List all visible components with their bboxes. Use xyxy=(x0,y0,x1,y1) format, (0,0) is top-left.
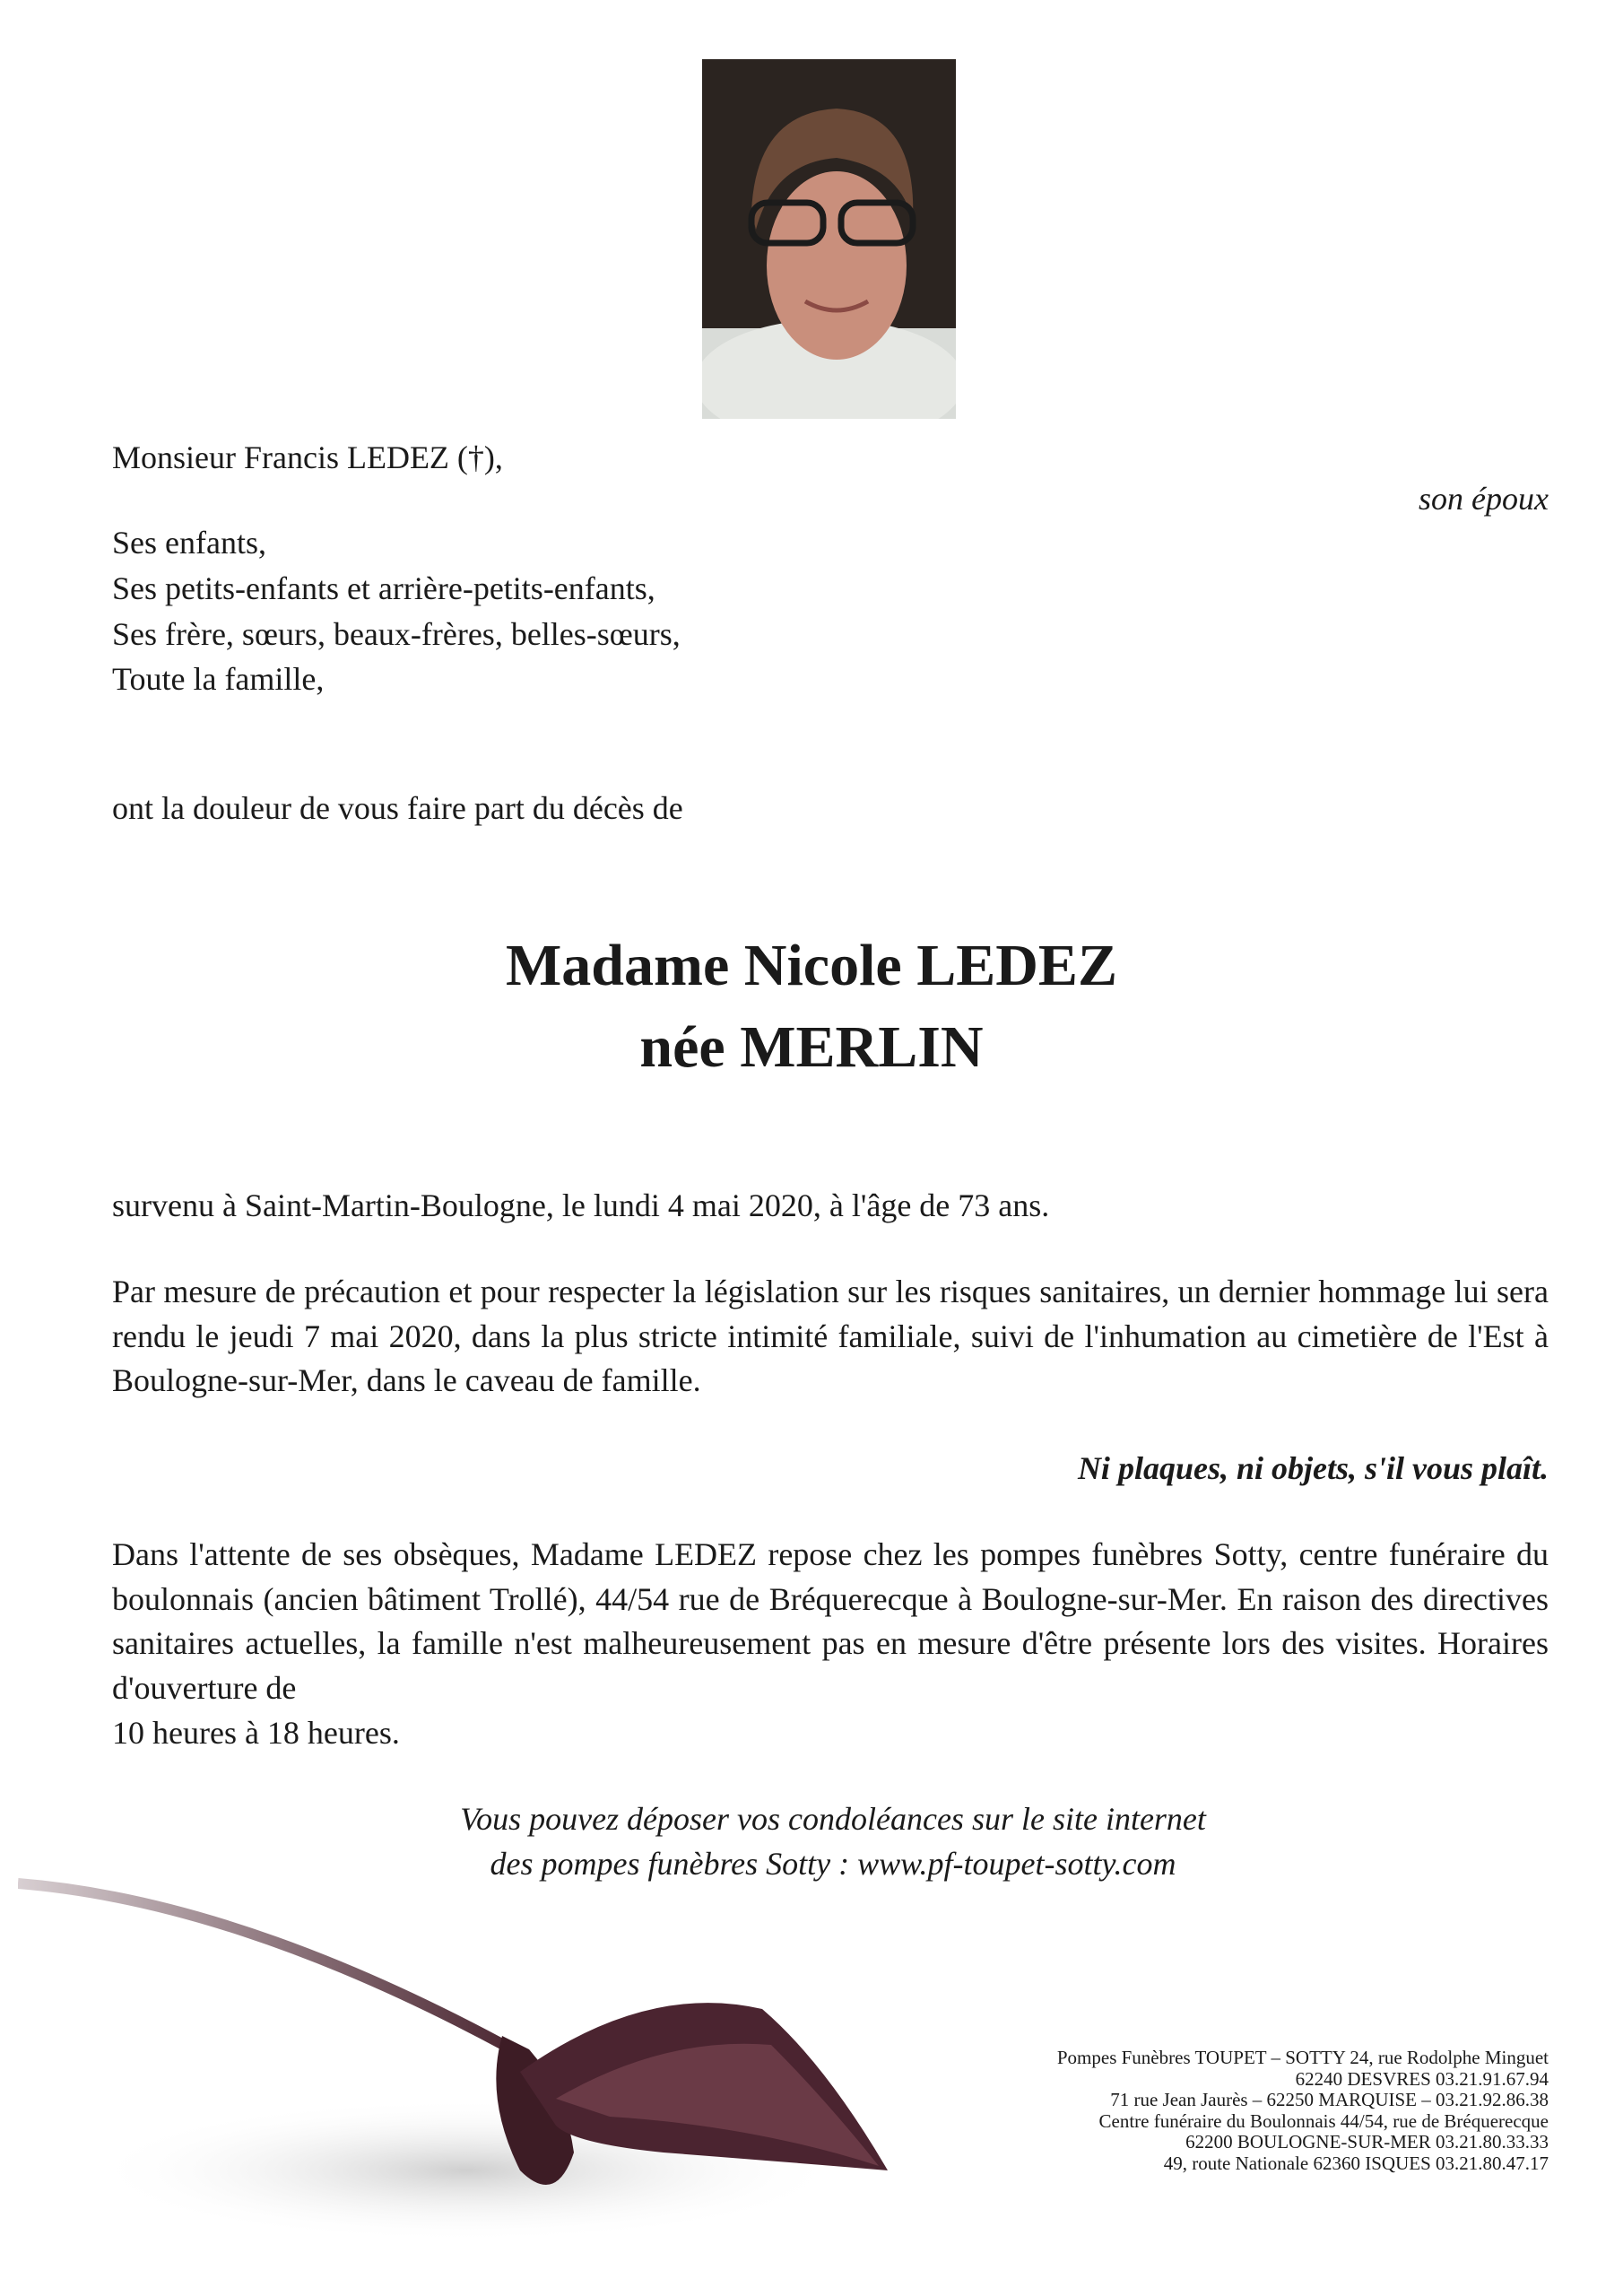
visit-hours: 10 heures à 18 heures. xyxy=(112,1715,400,1751)
footer-line: 62240 DESVRES 03.21.91.67.94 xyxy=(1295,2067,1549,2090)
deceased-name: Madame Nicole LEDEZ xyxy=(506,933,1117,998)
death-details: survenu à Saint-Martin-Boulogne, le lundi 4 mai 2020, à l'âge de 73 ans. xyxy=(112,1187,1050,1223)
footer-line: Pompes Funèbres TOUPET – SOTTY 24, rue Rodolphe Minguet xyxy=(1056,2047,1549,2068)
spouse-line: Monsieur Francis LEDEZ (†), xyxy=(112,439,503,475)
family-line: Ses frère, sœurs, beaux-frères, belles-sœurs, xyxy=(112,616,681,652)
deceased-maiden-name: née MERLIN xyxy=(639,1014,984,1080)
intro-text: ont la douleur de vous faire part du décès de xyxy=(112,790,683,826)
family-line: Ses petits-enfants et arrière-petits-enfants, xyxy=(112,570,655,606)
calla-lily-illustration xyxy=(18,1830,915,2265)
visit-paragraph: Dans l'attente de ses obsèques, Madame LEDEZ repose chez les pompes funèbres Sotty, centre funéraire du boulonnais (ancien bâtiment Trollé), 44/54 rue de Bréquerecque à Boulogne-sur-Mer. En raison des directives sanitaires actuelles, la famille n'est malheureusement pas en mesure d'être présente lors des visites. Horaires d'ouverture de xyxy=(112,1536,1549,1706)
condolences-line: Vous pouvez déposer vos condoléances sur le site internet xyxy=(460,1801,1206,1837)
family-line: Ses enfants, xyxy=(112,525,266,561)
footer-line: Centre funéraire du Boulonnais 44/54, rue de Bréquerecque xyxy=(1098,2109,1549,2132)
footer-line: 71 rue Jean Jaurès – 62250 MARQUISE – 03.21.92.86.38 xyxy=(1110,2089,1549,2111)
portrait-photo xyxy=(702,59,956,419)
no-flowers-notice: Ni plaques, ni objets, s'il vous plaît. xyxy=(1077,1450,1549,1486)
family-line: Toute la famille, xyxy=(112,661,325,697)
ceremony-paragraph: Par mesure de précaution et pour respecter la législation sur les risques sanitaires, un dernier hommage lui sera rendu le jeudi 7 mai 2020, dans la plus stricte intimité familiale, suivi de l'inhumation au cimetière de l'Est à Boulogne-sur-Mer, dans le caveau de famille. xyxy=(112,1274,1549,1398)
footer-line: 49, route Nationale 62360 ISQUES 03.21.80.47.17 xyxy=(1163,2152,1549,2174)
footer-line: 62200 BOULOGNE-SUR-MER 03.21.80.33.33 xyxy=(1185,2131,1549,2153)
spouse-role: son époux xyxy=(1419,481,1549,517)
funeral-home-contact xyxy=(1057,2048,1549,2175)
condolences-link[interactable]: des pompes funèbres Sotty : www.pf-toupet-sotty.com xyxy=(490,1846,1176,1882)
